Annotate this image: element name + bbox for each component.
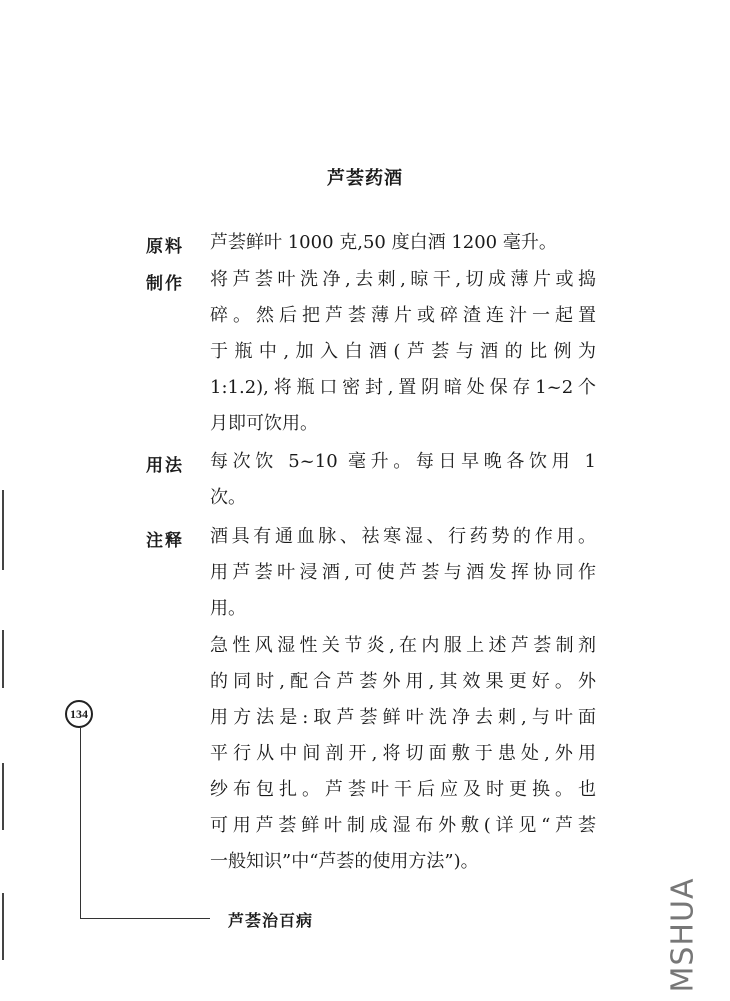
body-line: 次。 — [210, 487, 246, 508]
section-label-preparation: 制作 — [146, 274, 184, 294]
watermark: MSHUA — [665, 877, 701, 993]
page-title: 芦荟药酒 — [327, 168, 403, 189]
section-label-usage: 用法 — [146, 456, 184, 476]
body-line: 酒具有通血脉、祛寒湿、行药势的作用。 — [210, 526, 596, 547]
section-label-ingredients: 原料 — [146, 237, 184, 257]
body-line: 用芦荟叶浸酒,可使芦荟与酒发挥协同作 — [210, 562, 596, 583]
scan-edge-mark — [2, 893, 4, 960]
body-line: 月即可饮用。 — [210, 413, 318, 434]
page-number: 134 — [65, 700, 93, 728]
body-line: 平行从中间剖开,将切面敷于患处,外用 — [210, 743, 596, 764]
section-label-notes: 注释 — [146, 531, 184, 551]
body-line: 用方法是:取芦荟鲜叶洗净去刺,与叶面 — [210, 707, 596, 728]
body-line: 纱布包扎。芦荟叶干后应及时更换。也 — [210, 779, 596, 800]
body-line: 的同时,配合芦荟外用,其效果更好。外 — [210, 671, 596, 692]
body-line: 1:1.2),将瓶口密封,置阴暗处保存1~2个 — [210, 377, 596, 398]
body-line: 于瓶中,加入白酒(芦荟与酒的比例为 — [210, 341, 596, 362]
decorative-rule-horizontal — [80, 918, 210, 919]
scan-edge-mark — [2, 490, 4, 570]
body-line: 芦荟鲜叶 1000 克,50 度白酒 1200 毫升。 — [210, 232, 557, 253]
running-footer: 芦荟治百病 — [228, 911, 314, 930]
body-line: 将芦荟叶洗净,去刺,晾干,切成薄片或捣 — [210, 269, 596, 290]
scan-edge-mark — [2, 630, 4, 688]
scan-edge-mark — [2, 763, 4, 830]
decorative-rule-vertical — [80, 728, 81, 918]
body-line: 用。 — [210, 598, 246, 619]
body-line: 碎。然后把芦荟薄片或碎渣连汁一起置 — [210, 305, 596, 326]
body-line: 急性风湿性关节炎,在内服上述芦荟制剂 — [210, 635, 596, 656]
body-line: 一般知识”中“芦荟的使用方法”)。 — [210, 851, 479, 872]
body-line: 每次饮 5~10 毫升。每日早晚各饮用 1 — [210, 451, 596, 472]
body-line: 可用芦荟鲜叶制成湿布外敷(详见“芦荟 — [210, 815, 596, 836]
